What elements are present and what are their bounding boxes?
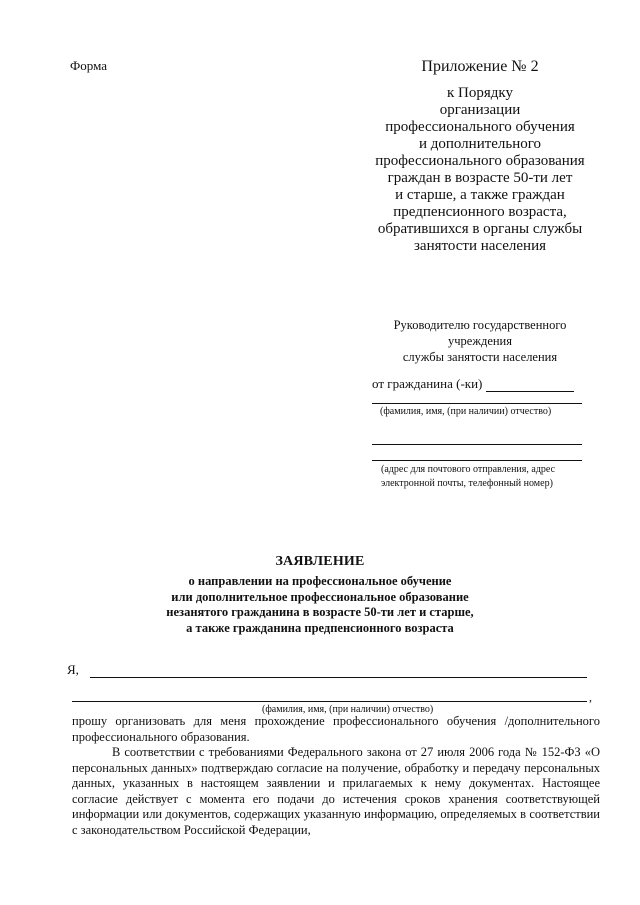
applicant-name-caption: (фамилия, имя, (при наличии) отчество) [380, 406, 552, 417]
subtitle-line: или дополнительное профессиональное образование [171, 589, 469, 604]
from-citizen-label: от гражданина (-ки) [372, 376, 483, 391]
ya-label: Я, [67, 662, 79, 677]
addressee-block [365, 317, 595, 365]
addressee-line: Руководителю государственного [393, 318, 567, 332]
contact-caption-line2: электронной почты, телефонный номер) [381, 478, 553, 489]
appendix-line: обратившихся в органы службы [377, 221, 583, 237]
statement-subtitle [140, 574, 500, 636]
comma-mark: , [589, 690, 592, 704]
subtitle-line: незанятого гражданина в возрасте 50-ти лет и старше, [166, 605, 474, 619]
address-line-1[interactable] [372, 444, 582, 445]
fullname-line-2[interactable] [72, 701, 587, 702]
appendix-line: предпенсионного возраста, [393, 204, 567, 220]
from-citizen-row [372, 376, 582, 392]
appendix-line: к Порядку [447, 85, 513, 101]
form-label: Форма [70, 58, 107, 73]
appendix-line: организации [439, 102, 521, 118]
subtitle-line: о направлении на профессиональное обучение [188, 574, 452, 588]
appendix-line: профессионального обучения [385, 119, 575, 135]
address-line-2[interactable] [372, 460, 582, 461]
appendix-title: Приложение № 2 [421, 58, 539, 75]
request-paragraph: прошу организовать для меня прохождение профессионального обучения /дополнительного профессионального образования. [72, 714, 600, 744]
appendix-line: профессионального образования [375, 153, 585, 169]
appendix-line: граждан в возрасте 50-ти лет [387, 170, 573, 186]
appendix-line: и старше, а также граждан [395, 187, 565, 203]
addressee-line: службы занятости населения [402, 350, 558, 364]
statement-title: ЗАЯВЛЕНИЕ [275, 554, 365, 569]
from-citizen-field[interactable] [486, 377, 574, 392]
consent-paragraph: В соответствии с требованиями Федерального закона от 27 июля 2006 года № 152-ФЗ «О персональных данных» подтверждаю согласие на получение, обработку и передачу персональных данных, указанных в настоящем заявлении и прилагаемых к нему документах. Настоящее согласие действует с момента его подачи до истечения сроков хранения соответствующей информации или документов, содержащих указанную информацию, определяемых в соответствии с законодательством Российской Федерации, [72, 745, 600, 837]
subtitle-line: а также гражданина предпенсионного возраста [186, 620, 454, 635]
fullname-line-1[interactable] [90, 677, 587, 678]
appendix-block [330, 58, 630, 255]
appendix-line: и дополнительного [418, 136, 542, 152]
contact-caption-line1: (адрес для почтового отправления, адрес [381, 464, 556, 475]
addressee-line: учреждения [447, 334, 512, 348]
appendix-line: занятости населения [413, 238, 546, 254]
fullname-caption: (фамилия, имя, (при наличии) отчество) [262, 704, 434, 715]
applicant-name-line[interactable] [372, 403, 582, 404]
